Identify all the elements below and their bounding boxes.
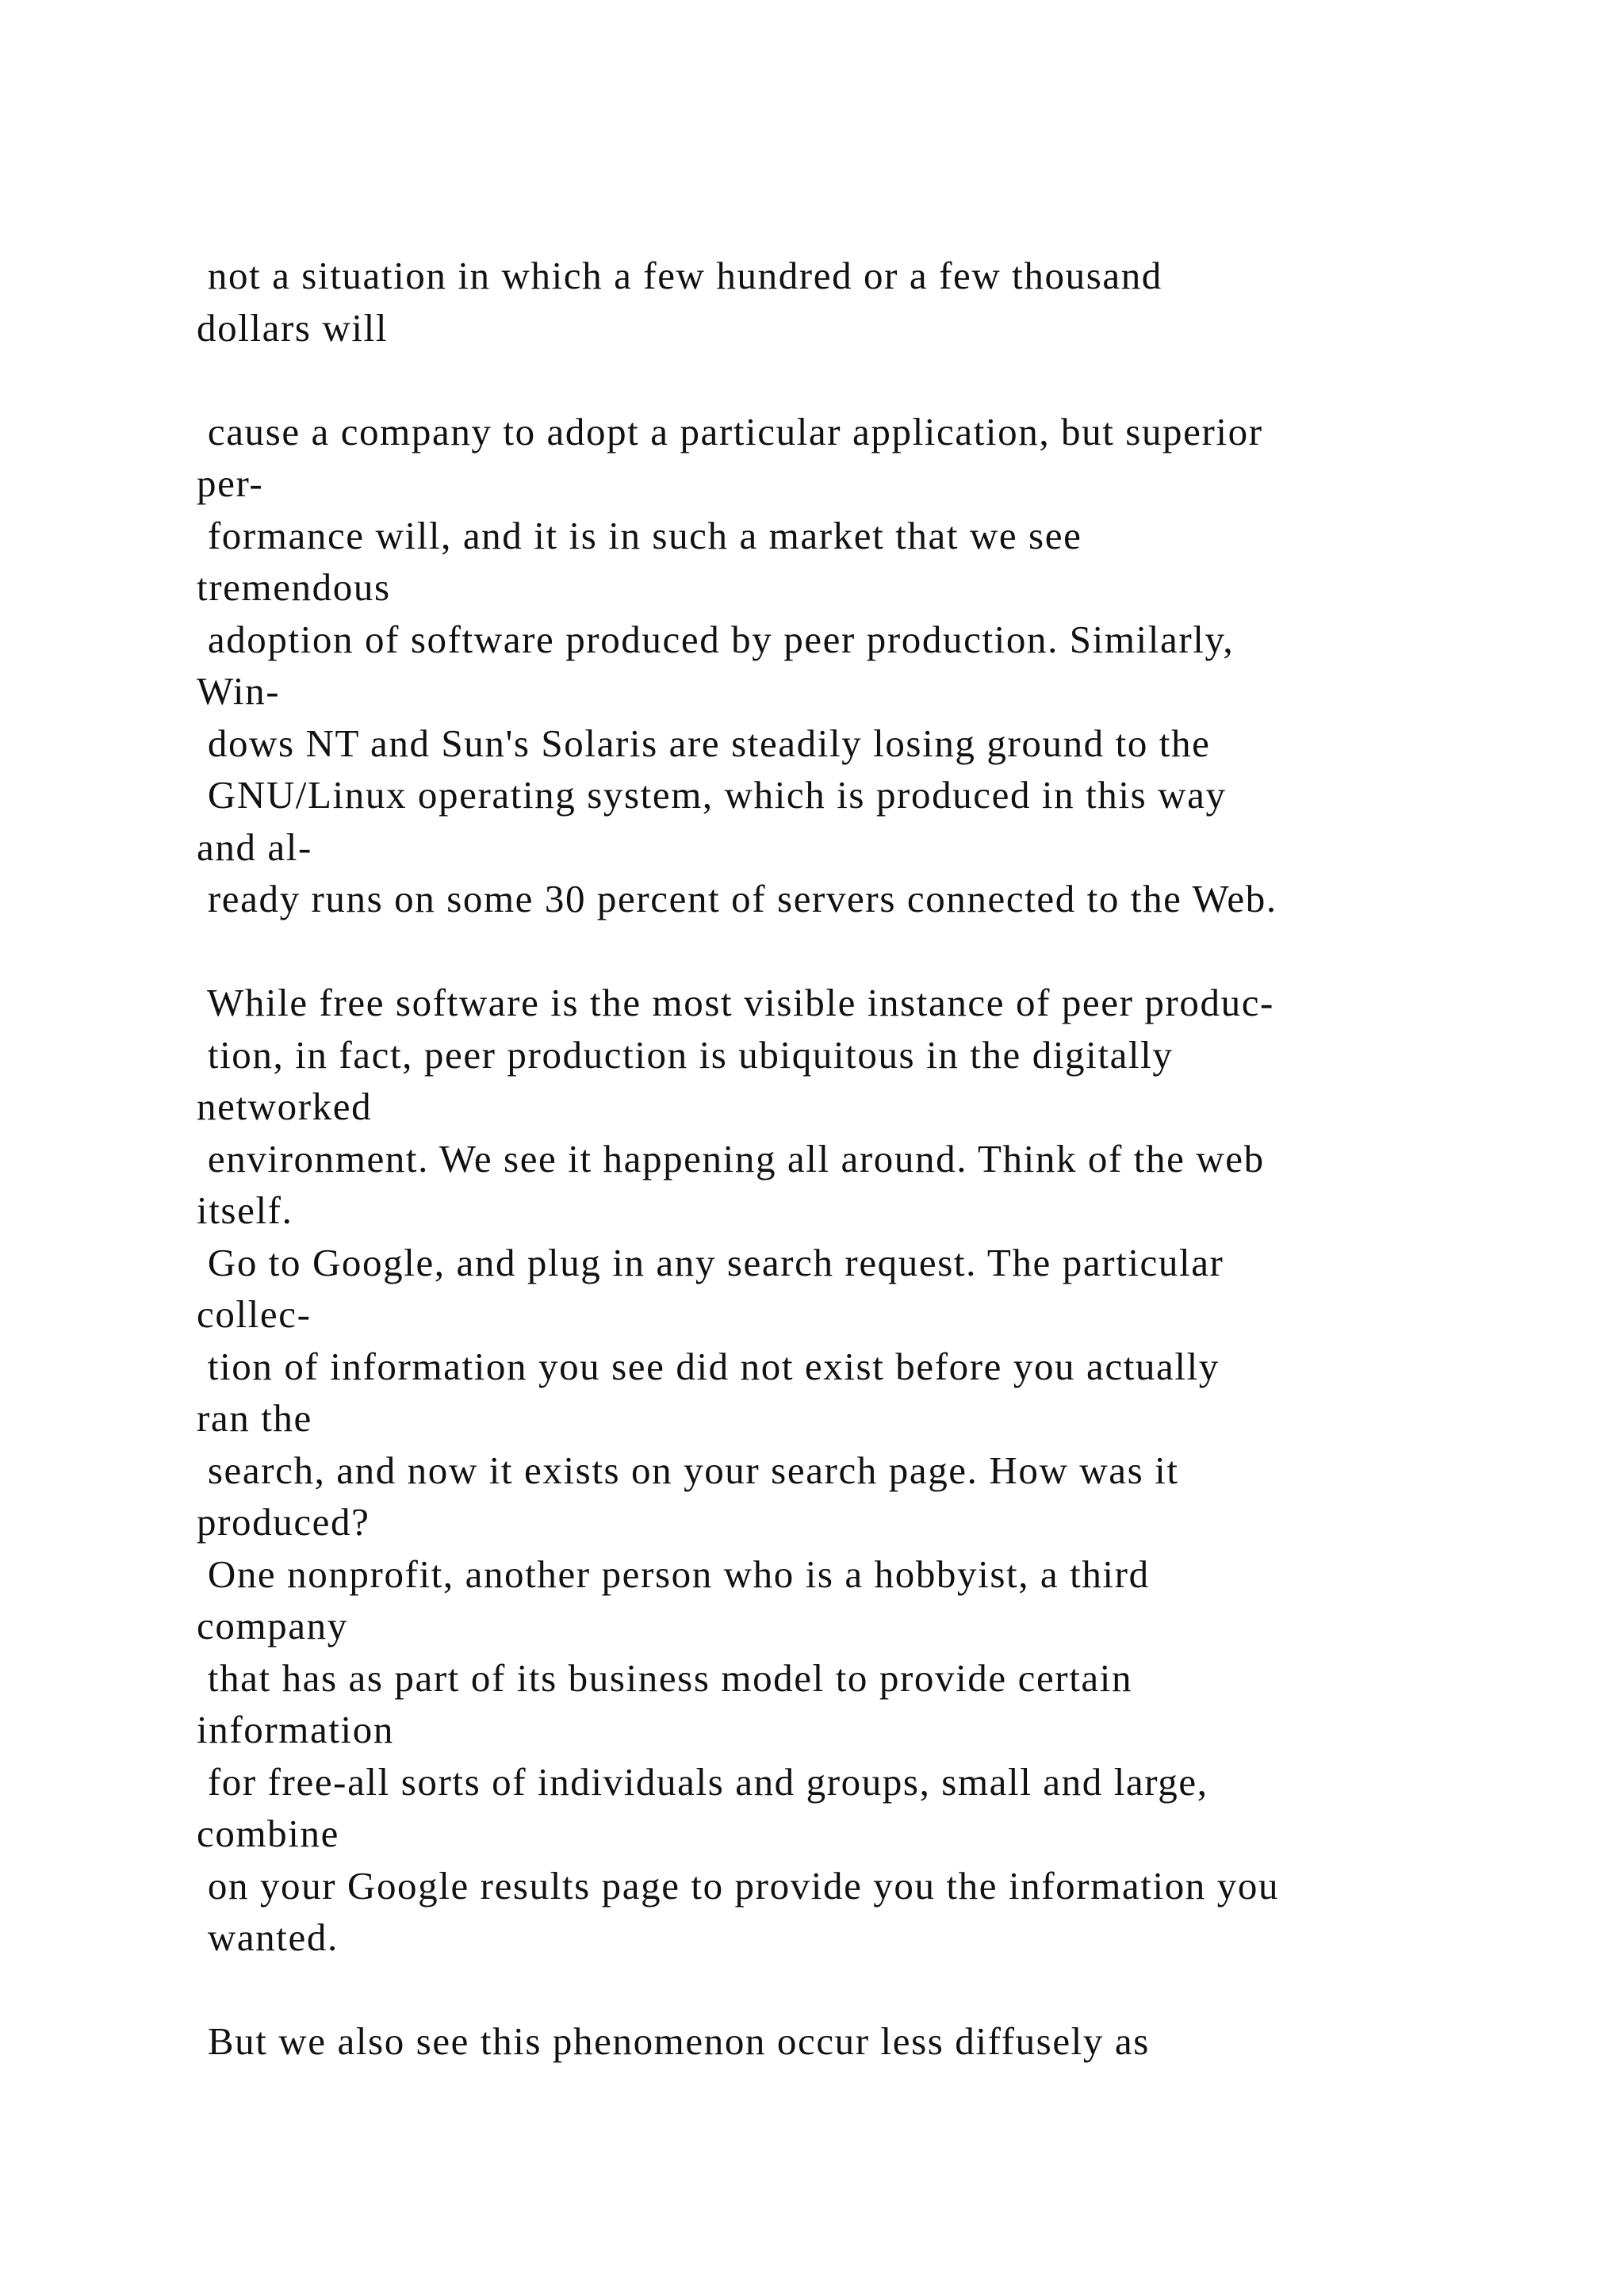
- text-line: that has as part of its business model to provide certain: [197, 1655, 1133, 1700]
- text-line: cause a company to adopt a particular application, but superior: [197, 409, 1263, 453]
- text-line: Win-: [197, 669, 281, 713]
- text-line: ran the: [197, 1396, 312, 1440]
- text-line: for free-all sorts of individuals and groups, small and large,: [197, 1759, 1208, 1804]
- text-line: GNU/Linux operating system, which is produced in this way: [197, 773, 1227, 817]
- blank-line: [197, 1964, 1465, 2016]
- text-line: formance will, and it is in such a market that we see: [197, 513, 1082, 557]
- text-line: per-: [197, 461, 264, 505]
- text-line: and al-: [197, 825, 312, 869]
- body-text: [197, 250, 1465, 2068]
- text-line: ready runs on some 30 percent of servers connected to the Web.: [197, 877, 1277, 920]
- text-line: tion of information you see did not exist before you actually: [197, 1344, 1220, 1388]
- text-line: not a situation in which a few hundred or a few thousand: [197, 254, 1162, 297]
- text-line: information: [197, 1708, 394, 1751]
- blank-line: [197, 354, 1465, 406]
- text-line: adoption of software produced by peer production. Similarly,: [197, 617, 1235, 661]
- text-line: itself.: [197, 1188, 293, 1232]
- text-line: wanted.: [197, 1915, 339, 1959]
- text-line: search, and now it exists on your search page. How was it: [197, 1448, 1179, 1492]
- text-line: environment. We see it happening all around. Think of the web: [197, 1136, 1265, 1181]
- text-line: Go to Google, and plug in any search request. The particular: [197, 1240, 1224, 1284]
- text-line: dollars will: [197, 305, 389, 350]
- text-line: collec-: [197, 1292, 312, 1336]
- text-line: company: [197, 1604, 348, 1647]
- text-line: One nonprofit, another person who is a hobbyist, a third: [197, 1552, 1150, 1596]
- text-line: dows NT and Sun's Solaris are steadily losing ground to the: [197, 721, 1211, 765]
- text-line: While free software is the most visible instance of peer produc-: [197, 981, 1274, 1024]
- text-line: networked: [197, 1085, 373, 1128]
- text-line: produced?: [197, 1500, 370, 1544]
- text-line: on your Google results page to provide you the information you: [197, 1863, 1280, 1908]
- text-line: combine: [197, 1812, 339, 1855]
- text-line: tion, in fact, peer production is ubiquitous in the digitally: [197, 1032, 1174, 1077]
- text-line: But we also see this phenomenon occur less diffusely as: [197, 2019, 1150, 2063]
- text-line: tremendous: [197, 565, 391, 609]
- blank-line: [197, 925, 1465, 978]
